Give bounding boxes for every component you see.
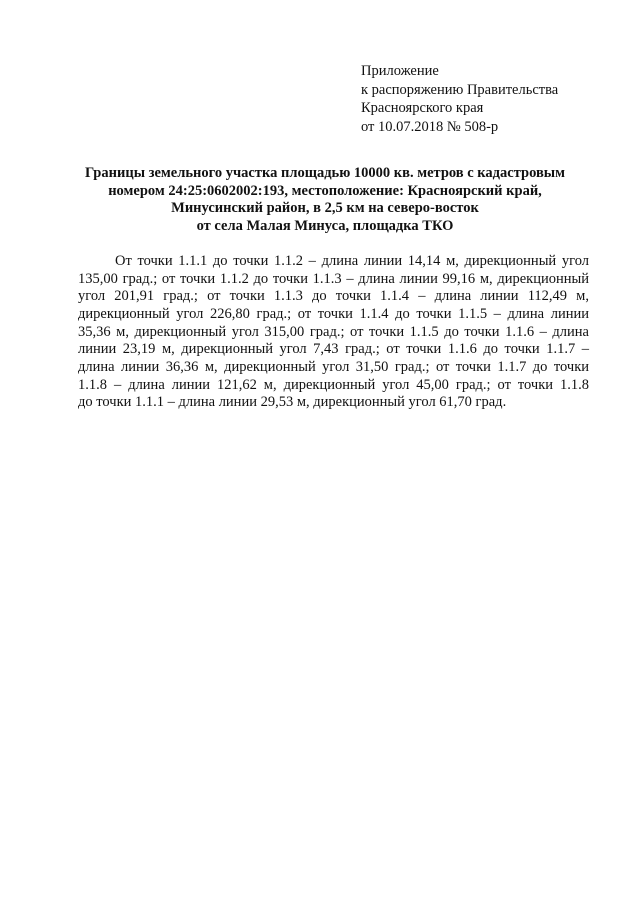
paragraph-line: 35,36 м, дирекционный угол 315,00 град.; от точки 1.1.5 до точки 1.1.6 – длина xyxy=(78,323,589,340)
paragraph-line: длина линии 36,36 м, дирекционный угол 31,50 град.; от точки 1.1.7 до точки xyxy=(78,358,589,375)
attachment-date-number: от 10.07.2018 № 508-р xyxy=(361,118,499,135)
attachment-reference: к распоряжению Правительства xyxy=(361,81,559,98)
title-line: от села Малая Минуса, площадка ТКО xyxy=(196,217,454,234)
paragraph-line: дирекционный угол 226,80 град.; от точки 1.1.4 до точки 1.1.5 – длина линии xyxy=(78,305,589,322)
paragraph-line: линии 23,19 м, дирекционный угол 7,43 град.; от точки 1.1.6 до точки 1.1.7 – xyxy=(78,341,589,358)
paragraph-line: 1.1.8 – длина линии 121,62 м, дирекционный угол 45,00 град.; от точки 1.1.8 xyxy=(78,376,589,393)
title-line: номером 24:25:0602002:193, местоположение: Красноярский край, xyxy=(108,182,542,199)
paragraph-line: до точки 1.1.1 – длина линии 29,53 м, дирекционный угол 61,70 град. xyxy=(78,394,507,411)
attachment-header xyxy=(361,62,621,136)
paragraph-line: угол 201,91 град.; от точки 1.1.3 до точки 1.1.4 – длина линии 112,49 м, xyxy=(78,288,589,305)
paragraph-line: От точки 1.1.1 до точки 1.1.2 – длина линии 14,14 м, дирекционный угол xyxy=(115,253,589,269)
document-title xyxy=(60,165,590,235)
title-line: Минусинский район, в 2,5 км на северо-восток xyxy=(171,200,479,217)
boundary-description xyxy=(78,253,589,412)
title-line: Границы земельного участка площадью 10000 кв. метров с кадастровым xyxy=(85,165,565,181)
attachment-region: Красноярского края xyxy=(361,100,484,116)
paragraph-line: 135,00 град.; от точки 1.1.2 до точки 1.1.3 – длина линии 99,16 м, дирекционный xyxy=(78,270,589,287)
attachment-label: Приложение xyxy=(361,63,439,79)
